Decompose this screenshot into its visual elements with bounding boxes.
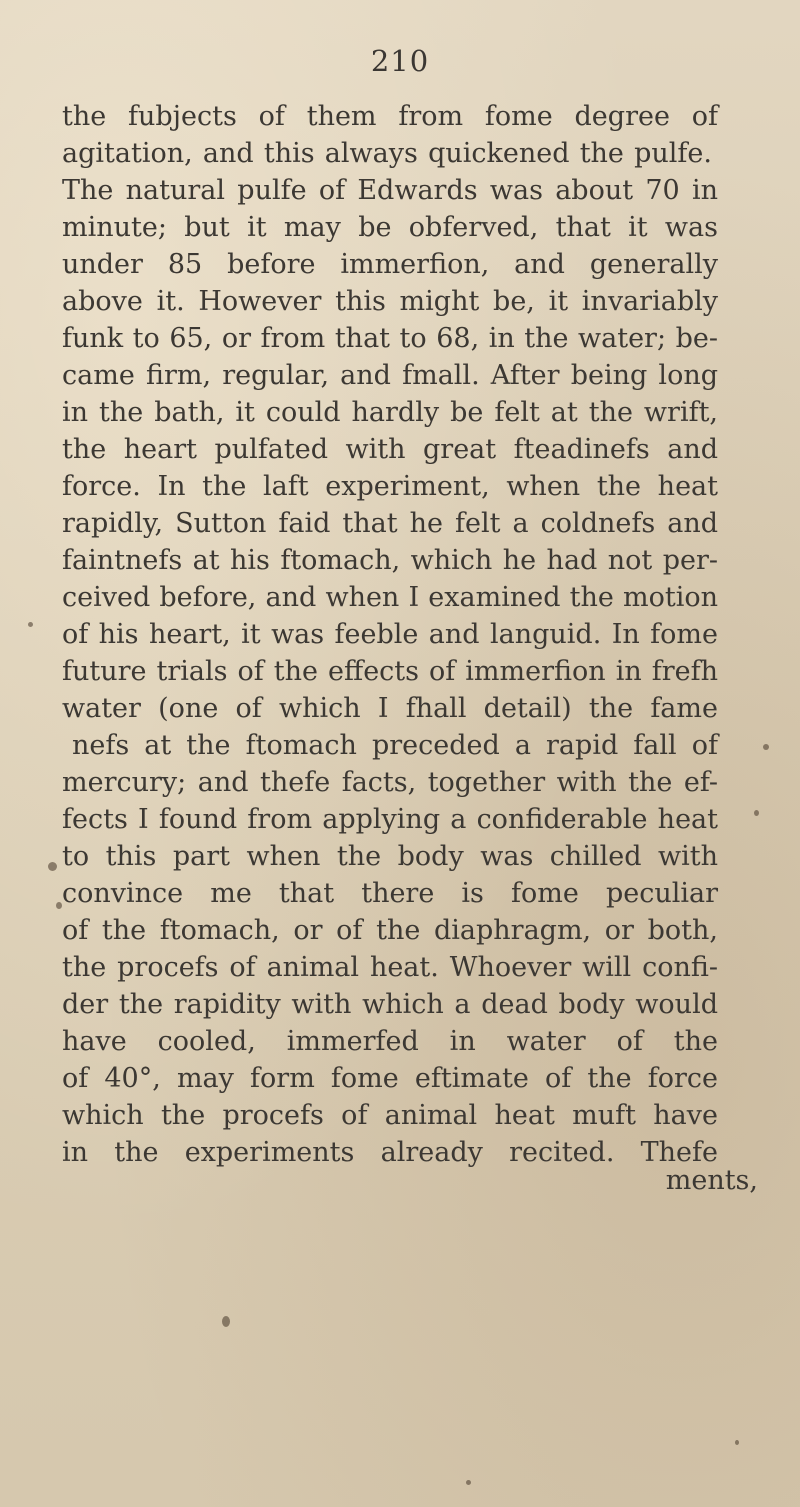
paper-speck [222,1316,230,1327]
line-text: have cooled, immerfed in water of the [62,1026,718,1057]
paper-speck [763,744,769,750]
line-text: agitation, and this always quickened the pulfe. [62,138,712,169]
paper-speck [48,862,57,871]
catchword: ments, [665,1165,758,1196]
line-text: funk to 65, or from that to 68, in the water; be- [62,323,718,354]
line-text: in the bath, it could hardly be felt at the wrift, [62,397,718,428]
line-text: under 85 before immerfion, and generally [62,249,718,280]
line-text: the procefs of animal heat. Whoever will confi- [62,952,718,983]
line-text: faintnefs at his ftomach, which he had not per- [62,545,718,576]
line-text: above it. However this might be, it invariably [62,286,718,317]
line-text: in the experiments already recited. Thefe [62,1137,718,1168]
line-text: the fubjects of them from fome degree of [62,101,718,132]
line-text: water (one of which I fhall detail) the fame [62,693,718,724]
body-text [0,92,800,1292]
line-text: rapidly, Sutton faid that he felt a coldnefs and [62,508,718,539]
paper-speck [56,902,62,909]
line-text: nefs at the ftomach preceded a rapid fall of [72,730,718,761]
line-text: ceived before, and when I examined the motion [62,582,718,613]
line-text: fects I found from applying a confiderable heat [62,804,718,835]
line-text: of 40°, may form fome eftimate of the force [62,1063,718,1094]
paper-speck [28,622,33,627]
line-text: of his heart, it was feeble and languid. In fome [62,619,718,650]
line-text: force. In the laft experiment, when the heat [62,471,718,502]
line-text: future trials of the effects of immerfion in frefh [62,656,718,687]
line-text: der the rapidity with which a dead body would [62,989,718,1020]
line-text: the heart pulfated with great fteadinefs and [62,434,718,465]
line-text: mercury; and thefe facts, together with the ef- [62,767,718,798]
line-text: of the ftomach, or of the diaphragm, or both, [62,915,718,946]
paper-speck [735,1440,739,1445]
line-text: came firm, regular, and fmall. After being long [62,360,718,391]
line-text: The natural pulfe of Edwards was about 70 in [62,175,718,206]
line-text: minute; but it may be obferved, that it was [62,212,718,243]
paper-speck [466,1480,471,1485]
line-text: convince me that there is fome peculiar [62,878,718,909]
line-text: to this part when the body was chilled with [62,841,718,872]
page-number: 210 [370,44,430,78]
line-text: which the procefs of animal heat muft have [62,1100,718,1131]
paper-speck [754,810,759,816]
